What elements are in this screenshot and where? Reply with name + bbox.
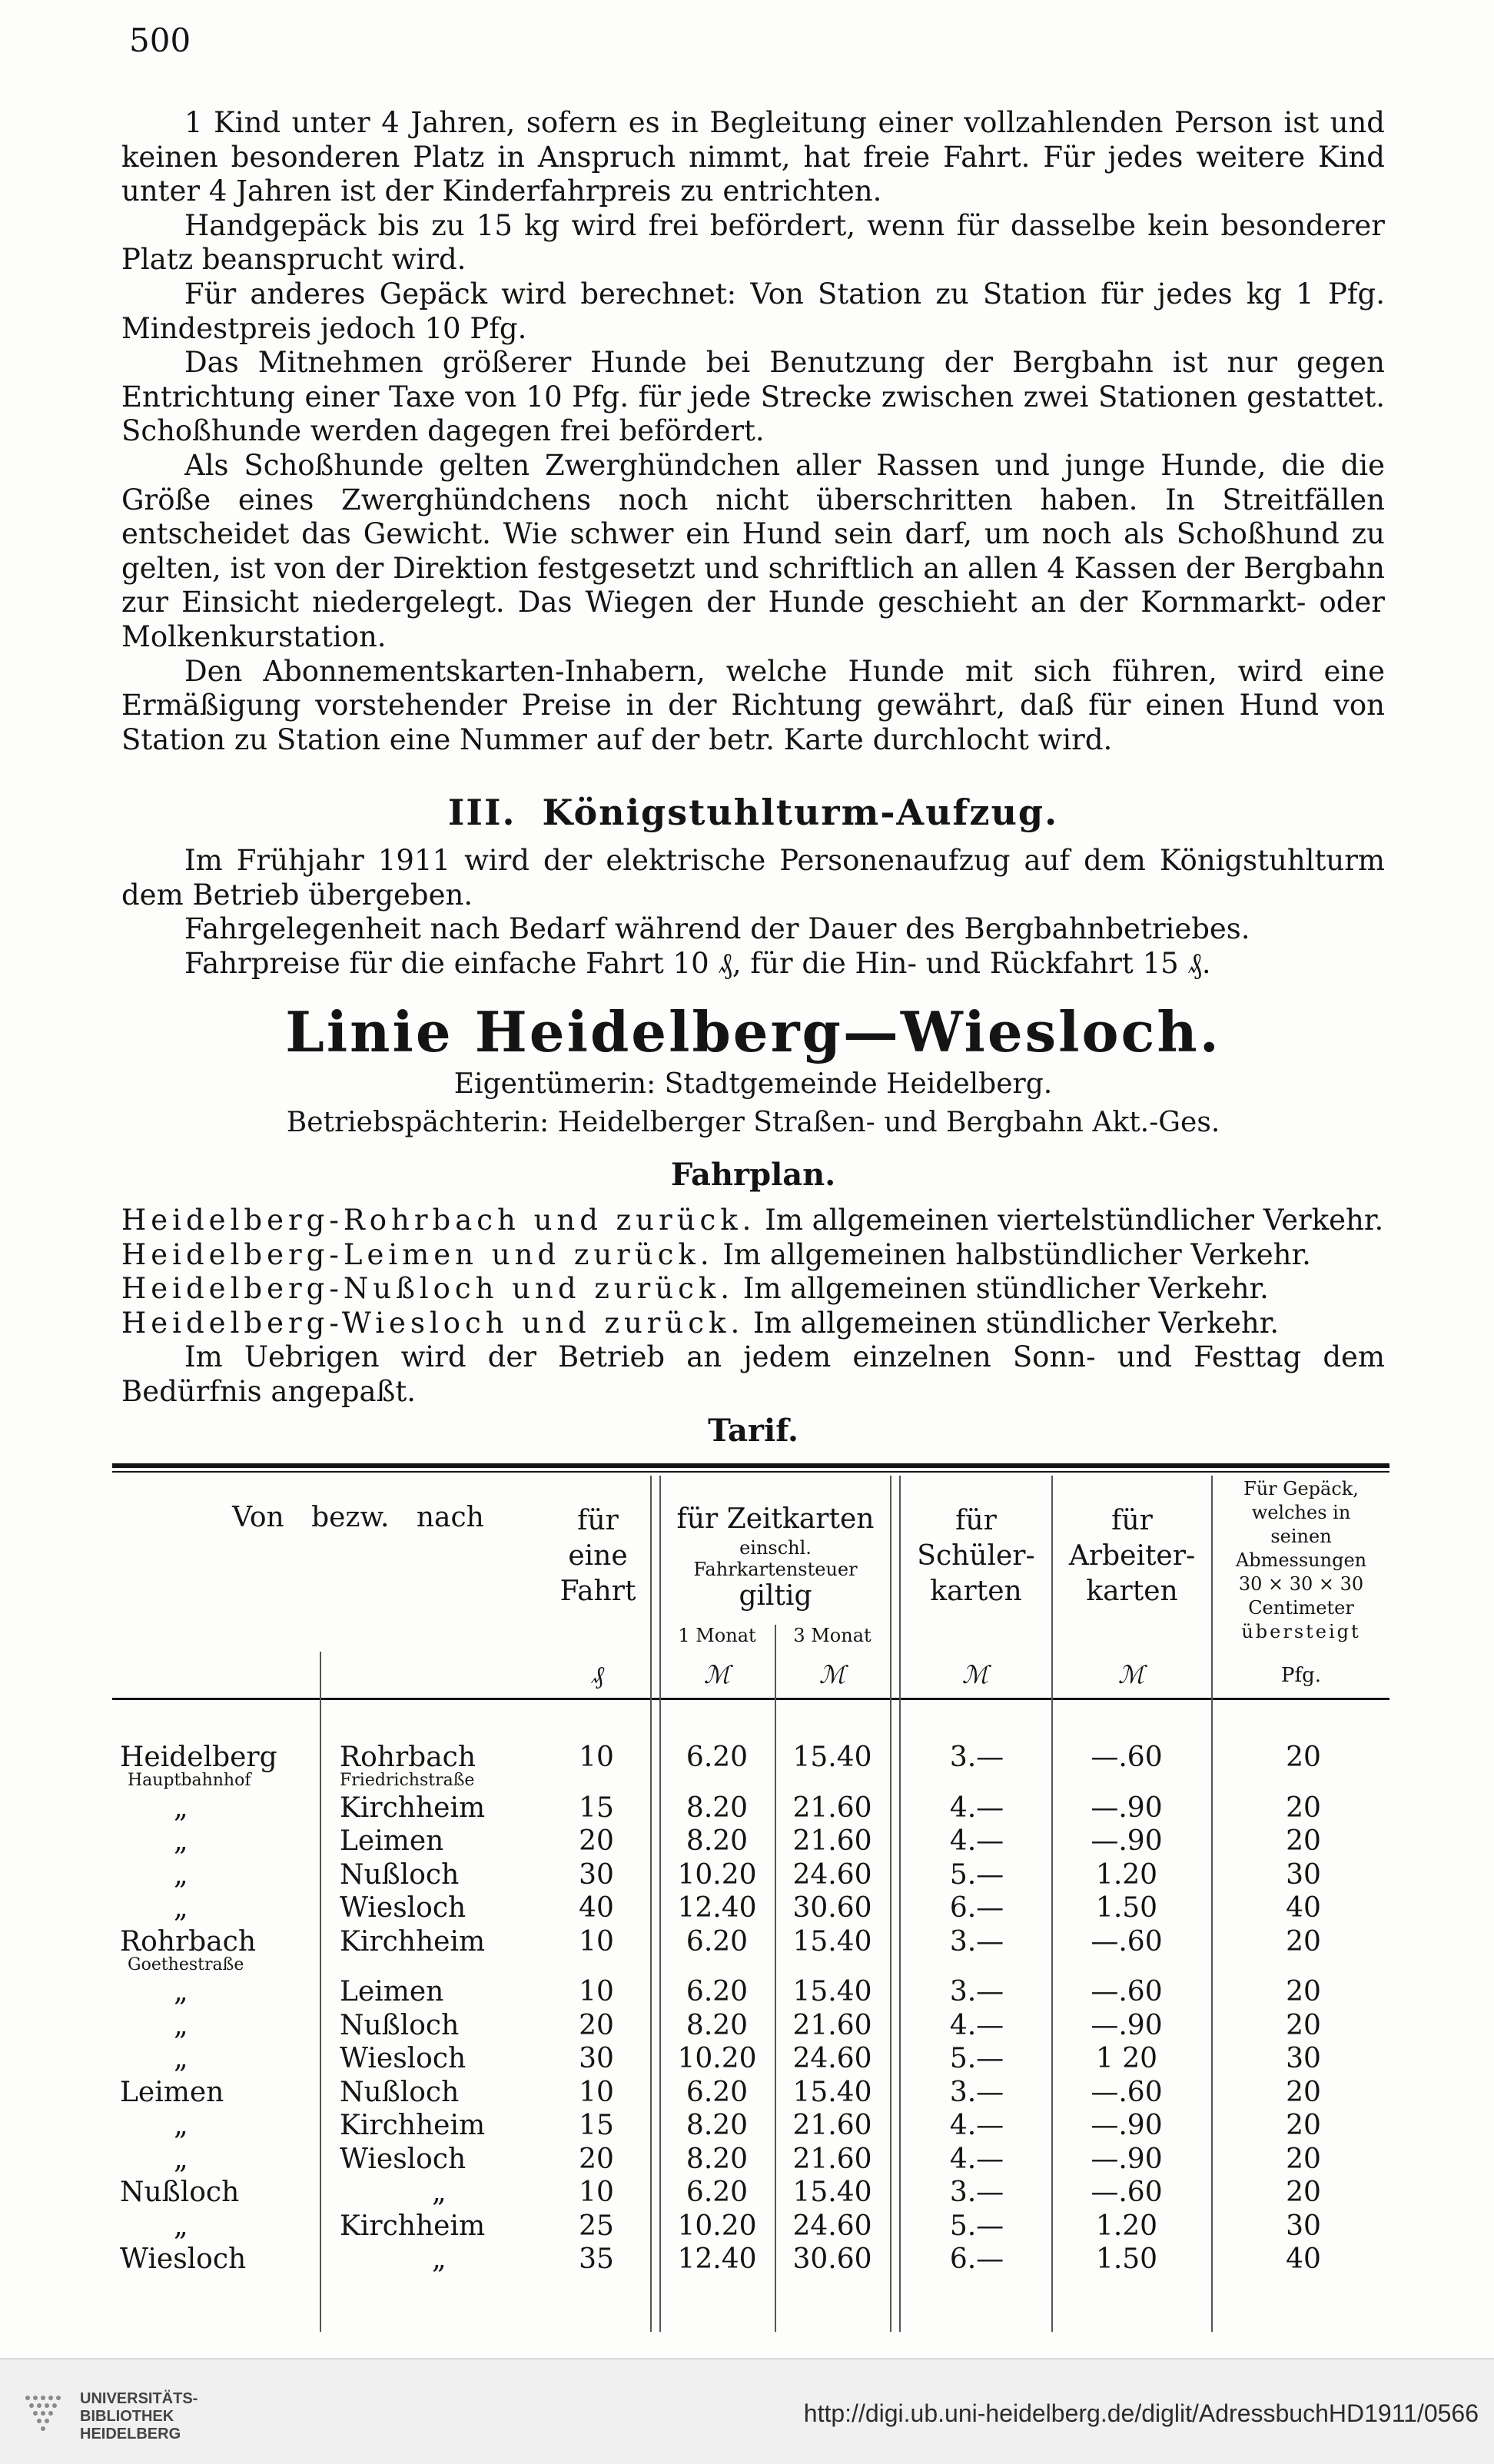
cell-from: „ bbox=[174, 2110, 188, 2141]
table-row bbox=[112, 2077, 1389, 2110]
table-top-rule bbox=[112, 1463, 1389, 1468]
cell-1-month: 6.20 bbox=[686, 1925, 749, 1958]
table-row bbox=[112, 1792, 1389, 1826]
cell-3-month: 15.40 bbox=[792, 1742, 872, 1773]
cell-pupil: 6.— bbox=[949, 2243, 1004, 2275]
schedule-item bbox=[121, 1204, 1385, 1238]
cell-1-month: 10.20 bbox=[677, 2210, 757, 2242]
header-arbeiter bbox=[1053, 1503, 1211, 1609]
unit-mark: ℳ bbox=[961, 1660, 989, 1689]
cell-pupil: 4.— bbox=[949, 2143, 1004, 2175]
cell-3-month: 24.60 bbox=[792, 1858, 872, 1891]
cell-luggage: 40 bbox=[1286, 2243, 1321, 2275]
cell-3-month: 24.60 bbox=[792, 2210, 872, 2242]
header-zeitkarten-tax: Fahrkartensteuer bbox=[693, 1559, 858, 1580]
schedule-item bbox=[121, 1272, 1385, 1307]
schedule-text: Im allgemeinen stündlicher Verkehr. bbox=[752, 1306, 1280, 1340]
cell-luggage: 20 bbox=[1286, 2143, 1321, 2175]
schedule-item bbox=[121, 1307, 1385, 1341]
page-number: 500 bbox=[129, 22, 191, 59]
cell-worker: —.60 bbox=[1091, 2177, 1163, 2208]
schedule-item bbox=[121, 1238, 1385, 1273]
library-name bbox=[80, 2390, 198, 2443]
cell-to: Rohrbach bbox=[340, 1742, 476, 1773]
header-gepaeck bbox=[1213, 1477, 1389, 1644]
cell-from: „ bbox=[174, 2210, 188, 2242]
cell-pupil: 5.— bbox=[949, 2210, 1004, 2242]
table-row bbox=[112, 1892, 1389, 1926]
schedule-route: Heidelberg-Wiesloch und zurück. bbox=[121, 1306, 745, 1340]
table-row bbox=[112, 2043, 1389, 2077]
cell-to: „ bbox=[432, 2243, 447, 2275]
cell-3-month: 30.60 bbox=[792, 1892, 872, 1924]
table-row bbox=[112, 2210, 1389, 2244]
cell-from: Rohrbach bbox=[120, 1925, 257, 1958]
paragraph-operation: Fahrgelegenheit nach Bedarf während der Dauer des Bergbahnbetriebes. bbox=[184, 912, 1250, 946]
header-fahrt-line: eine bbox=[568, 1540, 628, 1572]
cell-worker: —.60 bbox=[1091, 1976, 1163, 2007]
cell-luggage: 20 bbox=[1286, 2177, 1321, 2208]
cell-worker: 1.50 bbox=[1095, 2243, 1158, 2275]
cell-to: Nußloch bbox=[340, 1858, 460, 1891]
cell-1-month: 8.20 bbox=[686, 2143, 749, 2175]
cell-pupil: 4.— bbox=[949, 2009, 1004, 2041]
owner-line: Eigentümerin: Stadtgemeinde Heidelberg. bbox=[453, 1068, 1053, 1100]
cell-3-month: 21.60 bbox=[792, 2143, 872, 2175]
paragraph-elevator-fares: Fahrpreise für die einfache Fahrt 10 ₰, für die Hin- und Rückfahrt 15 ₰. bbox=[184, 946, 1211, 980]
cell-to: Nußloch bbox=[340, 2076, 460, 2108]
cell-worker: 1 20 bbox=[1095, 2043, 1158, 2074]
schedule-text: Im allgemeinen stündlicher Verkehr. bbox=[742, 1272, 1269, 1306]
header-fahrt-line: Fahrt bbox=[559, 1576, 636, 1607]
header-gepaeck-line: Abmessungen bbox=[1235, 1549, 1367, 1571]
cell-1-month: 8.20 bbox=[686, 2110, 749, 2141]
table-row bbox=[112, 1742, 1389, 1790]
library-name-line: HEIDELBERG bbox=[80, 2426, 181, 2442]
cell-luggage: 20 bbox=[1286, 2009, 1321, 2041]
cell-3-month: 21.60 bbox=[792, 1825, 872, 1857]
cell-fare: 40 bbox=[579, 1892, 614, 1924]
footer bbox=[0, 2358, 1494, 2464]
header-zeitkarten-incl: einschl. bbox=[739, 1537, 812, 1559]
cell-worker: 1.50 bbox=[1095, 1892, 1158, 1924]
cell-pupil: 3.— bbox=[949, 2177, 1004, 2208]
cell-fare: 10 bbox=[579, 2076, 614, 2108]
cell-pupil: 5.— bbox=[949, 2043, 1004, 2074]
cell-to: Wiesloch bbox=[340, 2143, 466, 2175]
cell-to: Kirchheim bbox=[340, 2210, 486, 2242]
header-arbeiter-line: für bbox=[1111, 1505, 1153, 1536]
cell-fare: 25 bbox=[579, 2210, 614, 2242]
cell-1-month: 6.20 bbox=[686, 2076, 749, 2108]
header-zeitkarten: für Zeitkarten bbox=[676, 1503, 875, 1535]
table-row bbox=[112, 2144, 1389, 2177]
cell-luggage: 20 bbox=[1286, 1925, 1321, 1958]
cell-from: „ bbox=[174, 1976, 188, 2007]
cell-3-month: 15.40 bbox=[792, 2076, 872, 2108]
unit-pfennig: ₰ bbox=[592, 1660, 604, 1689]
cell-1-month: 12.40 bbox=[677, 1892, 757, 1924]
cell-from: „ bbox=[174, 1825, 188, 1857]
cell-from: Wiesloch bbox=[120, 2243, 247, 2275]
header-fahrt-line: für bbox=[577, 1505, 619, 1536]
header-gepaeck-line: welches in bbox=[1251, 1502, 1351, 1523]
header-gepaeck-line: übersteigt bbox=[1241, 1621, 1361, 1642]
cell-pupil: 3.— bbox=[949, 2076, 1004, 2108]
cell-from: „ bbox=[174, 2009, 188, 2041]
cell-luggage: 40 bbox=[1286, 1892, 1321, 1924]
cell-worker: —.90 bbox=[1091, 1792, 1163, 1824]
library-logo bbox=[23, 2393, 69, 2439]
cell-worker: —.60 bbox=[1091, 1925, 1163, 1958]
table-row bbox=[112, 1825, 1389, 1859]
tariff-table bbox=[112, 1463, 1389, 2332]
table-row bbox=[112, 1859, 1389, 1893]
section-iii-text bbox=[121, 844, 1385, 981]
cell-1-month: 6.20 bbox=[686, 1976, 749, 2007]
cell-1-month: 8.20 bbox=[686, 2009, 749, 2041]
cell-pupil: 4.— bbox=[949, 2110, 1004, 2141]
paragraph-child-fare: 1 Kind unter 4 Jahren, sofern es in Begleitung einer vollzahlenden Person ist und keinen besonderen Platz in Anspruch nimmt, hat freie Fahrt. Für jedes weitere Kind unter 4 Jahren ist der Kinderfahrpreis zu entrichten. bbox=[121, 106, 1385, 208]
cell-to: „ bbox=[432, 2177, 447, 2208]
paragraph-lapdogs: Als Schoßhunde gelten Zwerghündchen aller Rassen und junge Hunde, die die Größe eines Zwerghündchens noch nicht überschritten haben. In Streitfällen entscheidet das Gewicht. Wie schwer ein Hund sein darf, um noch als Schoßhund zu gelten, ist von der Direktion festgesetzt und schriftlich an allen 4 Kassen der Bergbahn zur Einsicht niedergelegt. Das Wiegen der Hunde geschieht an der Kornmarkt- oder Molkenkurstation. bbox=[121, 448, 1385, 653]
cell-from: Heidelberg bbox=[120, 1742, 277, 1773]
unit-mark: ℳ bbox=[1117, 1660, 1145, 1689]
cell-to: Wiesloch bbox=[340, 1892, 466, 1924]
cell-worker: —.60 bbox=[1091, 2076, 1163, 2108]
header-schueler-line: Schüler- bbox=[917, 1540, 1035, 1572]
cell-1-month: 8.20 bbox=[686, 1825, 749, 1857]
cell-fare: 35 bbox=[579, 2243, 614, 2275]
cell-3-month: 24.60 bbox=[792, 2043, 872, 2074]
cell-pupil: 5.— bbox=[949, 1858, 1004, 1891]
cell-to-sub: Friedrichstraße bbox=[340, 1771, 475, 1790]
schedule-remark: Im Uebrigen wird der Betrieb an jedem einzelnen Sonn- und Festtag dem Bedürfnis angepaßt. bbox=[121, 1340, 1385, 1408]
cell-from-sub: Goethestraße bbox=[128, 1954, 244, 1974]
cell-worker: —.90 bbox=[1091, 2009, 1163, 2041]
cell-from-sub: Hauptbahnhof bbox=[128, 1771, 251, 1790]
cell-3-month: 15.40 bbox=[792, 1976, 872, 2007]
tarif-heading: Tarif. bbox=[708, 1413, 798, 1449]
cell-fare: 30 bbox=[579, 2043, 614, 2074]
unit-mark: ℳ bbox=[703, 1660, 731, 1689]
schedule-route: Heidelberg-Nußloch und zurück. bbox=[121, 1272, 735, 1306]
fahrplan-heading: Fahrplan. bbox=[670, 1157, 836, 1193]
cell-from: „ bbox=[174, 2143, 188, 2175]
cell-fare: 15 bbox=[579, 2110, 614, 2141]
header-gepaeck-line: 30 × 30 × 30 bbox=[1238, 1573, 1364, 1595]
cell-from: Nußloch bbox=[120, 2177, 240, 2208]
header-schueler bbox=[901, 1503, 1051, 1609]
cell-pupil: 3.— bbox=[949, 1742, 1004, 1773]
cell-1-month: 10.20 bbox=[677, 1858, 757, 1891]
cell-to: Wiesloch bbox=[340, 2043, 466, 2074]
header-schueler-line: karten bbox=[930, 1576, 1022, 1607]
library-name-line: UNIVERSITÄTS- bbox=[80, 2390, 198, 2407]
unit-pfg: Pfg. bbox=[1280, 1664, 1322, 1687]
cell-1-month: 10.20 bbox=[677, 2043, 757, 2074]
cell-fare: 10 bbox=[579, 1925, 614, 1958]
schedule-route: Heidelberg-Leimen und zurück. bbox=[121, 1237, 714, 1271]
cell-3-month: 21.60 bbox=[792, 1792, 872, 1824]
cell-to: Kirchheim bbox=[340, 1925, 486, 1958]
cell-from: „ bbox=[174, 1858, 188, 1891]
schedule-text: Im allgemeinen halbstündlicher Verkehr. bbox=[722, 1237, 1311, 1271]
library-name-line: BIBLIOTHEK bbox=[80, 2408, 174, 2425]
cell-fare: 10 bbox=[579, 1742, 614, 1773]
unit-mark: ℳ bbox=[818, 1660, 846, 1689]
cell-luggage: 20 bbox=[1286, 1976, 1321, 2007]
cell-luggage: 20 bbox=[1286, 1792, 1321, 1824]
header-gepaeck-line: seinen bbox=[1270, 1526, 1332, 1547]
cell-fare: 20 bbox=[579, 1825, 614, 1857]
cell-luggage: 30 bbox=[1286, 2043, 1321, 2074]
cell-from: „ bbox=[174, 1792, 188, 1824]
cell-luggage: 20 bbox=[1286, 2076, 1321, 2108]
cell-fare: 10 bbox=[579, 1976, 614, 2007]
section-iii-heading bbox=[121, 792, 1385, 833]
intro-text bbox=[121, 106, 1385, 757]
cell-pupil: 3.— bbox=[949, 1925, 1004, 1958]
header-gepaeck-line: Centimeter bbox=[1248, 1597, 1354, 1619]
cell-fare: 20 bbox=[579, 2009, 614, 2041]
header-arbeiter-line: karten bbox=[1086, 1576, 1178, 1607]
schedule-list bbox=[121, 1204, 1385, 1410]
line-title: Linie Heidelberg—Wiesloch. bbox=[285, 999, 1221, 1064]
cell-worker: —.60 bbox=[1091, 1742, 1163, 1773]
cell-1-month: 6.20 bbox=[686, 1742, 749, 1773]
schedule-text: Im allgemeinen viertelstündlicher Verkehr. bbox=[765, 1204, 1384, 1237]
cell-3-month: 21.60 bbox=[792, 2110, 872, 2141]
cell-from: Leimen bbox=[120, 2076, 224, 2108]
cell-luggage: 20 bbox=[1286, 2110, 1321, 2141]
header-3-monat: 3 Monat bbox=[793, 1625, 872, 1646]
cell-pupil: 3.— bbox=[949, 1976, 1004, 2007]
cell-worker: —.90 bbox=[1091, 1825, 1163, 1857]
cell-worker: 1.20 bbox=[1095, 1858, 1158, 1891]
paragraph-subscription-dogs: Den Abonnementskarten-Inhabern, welche Hunde mit sich führen, wird eine Ermäßigung vorstehender Preise in der Richtung gewährt, daß für einen Hund von Station zu Station eine Nummer auf der betr. Karte durchlocht wird. bbox=[121, 654, 1385, 756]
cell-pupil: 4.— bbox=[949, 1825, 1004, 1857]
cell-worker: 1.20 bbox=[1095, 2210, 1158, 2242]
cell-fare: 15 bbox=[579, 1792, 614, 1824]
cell-luggage: 30 bbox=[1286, 2210, 1321, 2242]
paragraph-luggage-price: Für anderes Gepäck wird berechnet: Von Station zu Station für jedes kg 1 Pfg. Mindestpreis jedoch 10 Pfg. bbox=[121, 277, 1385, 345]
header-1-monat: 1 Monat bbox=[678, 1625, 756, 1646]
cell-1-month: 6.20 bbox=[686, 2177, 749, 2208]
cell-from: „ bbox=[174, 1892, 188, 1924]
cell-fare: 30 bbox=[579, 1858, 614, 1891]
table-row bbox=[112, 2243, 1389, 2277]
paragraph-hand-luggage: Handgepäck bis zu 15 kg wird frei befördert, wenn für dasselbe kein besonderer Platz beansprucht wird. bbox=[121, 208, 1385, 277]
leasee-line: Betriebspächterin: Heidelberger Straßen- und Bergbahn Akt.-Ges. bbox=[286, 1107, 1220, 1138]
source-url-link[interactable]: http://digi.ub.uni-heidelberg.de/diglit/AdressbuchHD1911/0566 bbox=[803, 2399, 1479, 2427]
section-roman-numeral: III. bbox=[447, 792, 516, 833]
cell-3-month: 15.40 bbox=[792, 2177, 872, 2208]
section-title: Königstuhlturm-Aufzug. bbox=[542, 792, 1059, 833]
cell-to: Nußloch bbox=[340, 2009, 460, 2041]
cell-luggage: 20 bbox=[1286, 1742, 1321, 1773]
header-fahrt bbox=[552, 1503, 644, 1609]
table-header-rule bbox=[112, 1698, 1389, 1700]
cell-3-month: 30.60 bbox=[792, 2243, 872, 2275]
cell-to: Kirchheim bbox=[340, 2110, 486, 2141]
table-row bbox=[112, 1976, 1389, 2010]
schedule-route: Heidelberg-Rohrbach und zurück. bbox=[121, 1204, 756, 1237]
cell-to: Kirchheim bbox=[340, 1792, 486, 1824]
cell-pupil: 4.— bbox=[949, 1792, 1004, 1824]
paragraph-elevator: Im Frühjahr 1911 wird der elektrische Personenaufzug auf dem Königstuhlturm dem Betrieb übergeben. bbox=[121, 844, 1385, 912]
paragraph-dogs: Das Mitnehmen größerer Hunde bei Benutzung der Bergbahn ist nur gegen Entrichtung einer Taxe von 10 Pfg. für jede Strecke zwischen zwei Stationen gestattet. Schoßhunde werden dagegen frei befördert. bbox=[121, 346, 1385, 448]
table-row bbox=[112, 1925, 1389, 1974]
cell-3-month: 21.60 bbox=[792, 2009, 872, 2041]
cell-1-month: 8.20 bbox=[686, 1792, 749, 1824]
cell-luggage: 30 bbox=[1286, 1858, 1321, 1891]
header-gepaeck-line: Für Gepäck, bbox=[1243, 1478, 1359, 1499]
cell-worker: —.90 bbox=[1091, 2110, 1163, 2141]
header-schueler-line: für bbox=[955, 1505, 997, 1536]
header-zeitkarten-valid: giltig bbox=[739, 1580, 812, 1612]
cell-3-month: 15.40 bbox=[792, 1925, 872, 1958]
cell-pupil: 6.— bbox=[949, 1892, 1004, 1924]
header-arbeiter-line: Arbeiter- bbox=[1068, 1540, 1196, 1572]
cell-worker: —.90 bbox=[1091, 2143, 1163, 2175]
table-row bbox=[112, 2177, 1389, 2210]
cell-fare: 10 bbox=[579, 2177, 614, 2208]
cell-luggage: 20 bbox=[1286, 1825, 1321, 1857]
table-row bbox=[112, 2010, 1389, 2044]
header-from-to: Von bezw. nach bbox=[232, 1502, 484, 1533]
table-top-rule-thin bbox=[112, 1471, 1389, 1473]
cell-fare: 20 bbox=[579, 2143, 614, 2175]
cell-1-month: 12.40 bbox=[677, 2243, 757, 2275]
cell-from: „ bbox=[174, 2043, 188, 2074]
table-row bbox=[112, 2110, 1389, 2144]
cell-to: Leimen bbox=[340, 1825, 444, 1857]
cell-to: Leimen bbox=[340, 1976, 444, 2007]
